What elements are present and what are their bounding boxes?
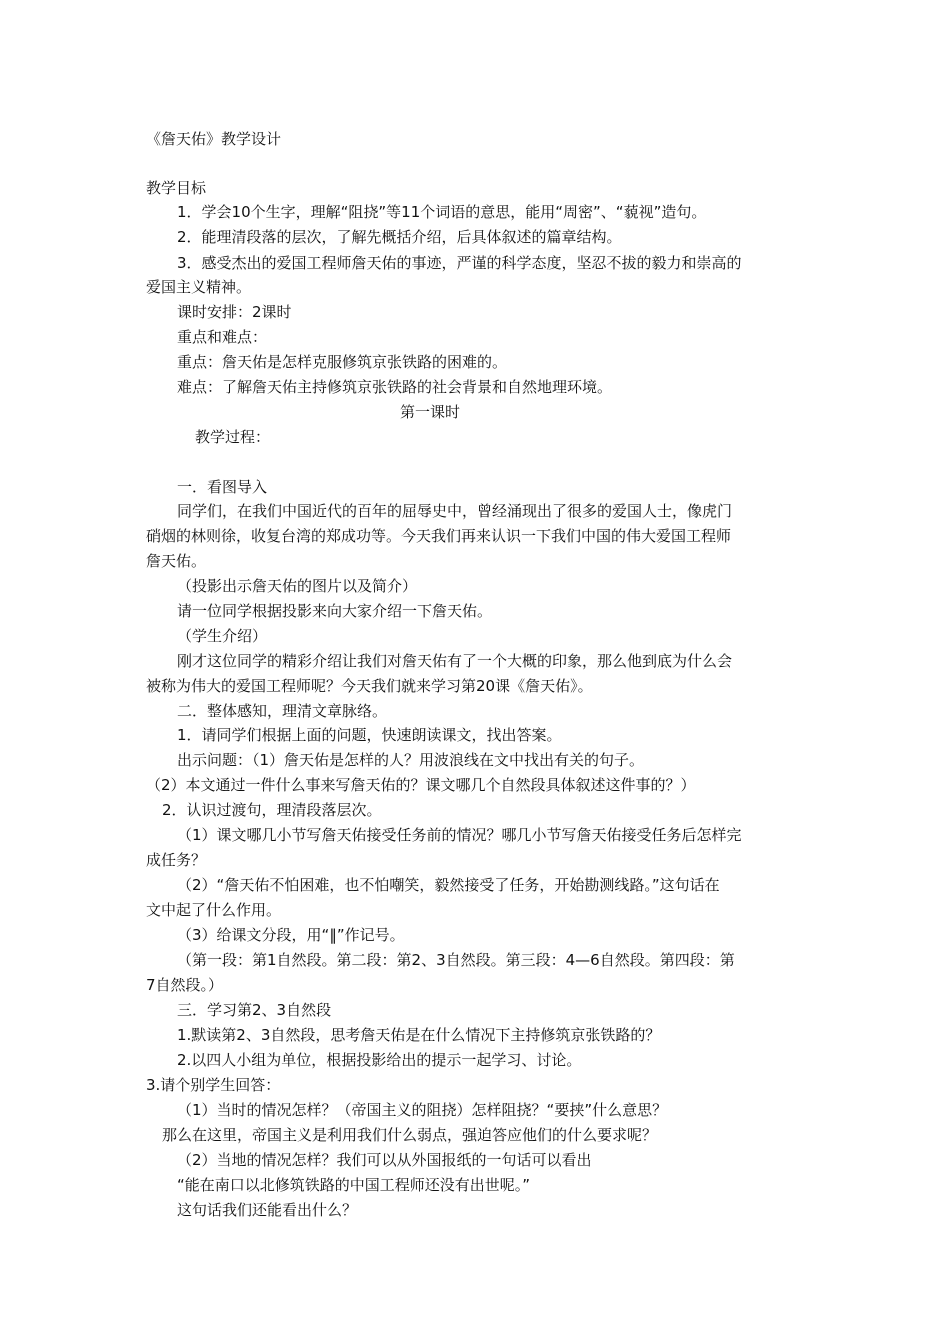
section1-line: 被称为伟大的爱国工程师呢？今天我们就来学习第20课《詹天佑》。 [146,677,593,695]
section2-line: 成任务？ [146,851,207,869]
section2-line: 7自然段。） [146,976,224,994]
section3-heading: 三．学习第2、3自然段 [177,1001,332,1019]
section2-line: （第一段：第1自然段。第二段：第2、3自然段。第三段：4—6自然段。第四段：第 [177,951,735,969]
section3-line: 那么在这里，帝国主义是利用我们什么弱点，强迫答应他们的什么要求呢？ [162,1126,658,1144]
section2-line: 文中起了什么作用。 [146,901,282,919]
key-point-text: 重点：詹天佑是怎样克服修筑京张铁路的困难的。 [177,353,508,371]
section1-line: 同学们，在我们中国近代的百年的屈辱史中，曾经涌现出了很多的爱国人士，像虎门 [177,502,733,520]
section1-heading: 一．看图导入 [177,478,268,496]
section1-line: 刚才这位同学的精彩介绍让我们对詹天佑有了一个大概的印象，那么他到底为什么会 [177,652,733,670]
section2-line: 1．请同学们根据上面的问题，快速朗读课文，找出答案。 [177,726,562,744]
section1-line: 詹天佑。 [146,552,207,570]
section1-line: （投影出示詹天佑的图片以及简介） [177,577,418,595]
objectives-heading: 教学目标 [146,179,207,197]
section2-line: （2）“詹天佑不怕困难，也不怕嘲笑，毅然接受了任务，开始勘测线路。”这句话在 [177,876,720,894]
section3-line: 1.默读第2、3自然段，思考詹天佑是在什么情况下主持修筑京张铁路的？ [177,1026,661,1044]
key-points-heading: 重点和难点： [177,328,268,346]
section2-line: 出示问题：（1）詹天佑是怎样的人？用波浪线在文中找出有关的句子。 [177,751,645,769]
difficult-point-text: 难点：了解詹天佑主持修筑京张铁路的社会背景和自然地理环境。 [177,378,613,396]
section2-line: 2．认识过渡句，理清段落层次。 [162,801,382,819]
section3-line: 2.以四人小组为单位，根据投影给出的提示一起学习、讨论。 [177,1051,582,1069]
section3-line: 3.请个别学生回答： [146,1076,281,1094]
section1-line: （学生介绍） [177,627,268,645]
section3-line: （1）当时的情况怎样？（帝国主义的阻挠）怎样阻挠？“要挟”什么意思？ [177,1101,668,1119]
section2-line: （1）课文哪几小节写詹天佑接受任务前的情况？哪几小节写詹天佑接受任务后怎样完 [177,826,742,844]
objective-line: 3．感受杰出的爱国工程师詹天佑的事迹，严谨的科学态度，坚忍不拔的毅力和崇高的 [177,254,742,272]
document-title: 《詹天佑》教学设计 [146,130,282,148]
objective-line: 爱国主义精神。 [146,278,252,296]
section2-line: （2）本文通过一件什么事来写詹天佑的？课文哪几个自然段具体叙述这件事的？） [146,776,696,794]
objective-line: 2．能理清段落的层次，了解先概括介绍，后具体叙述的篇章结构。 [177,228,622,246]
schedule-text: 课时安排：2课时 [177,303,292,321]
section2-line: （3）给课文分段，用“‖”作记号。 [177,926,405,944]
process-heading: 教学过程： [195,428,271,446]
lesson-title: 第一课时 [399,403,460,421]
objective-line: 1．学会10个生字，理解“阻挠”等11个词语的意思，能用“周密”、“藐视”造句。 [177,203,707,221]
section3-line: 这句话我们还能看出什么？ [177,1201,358,1219]
section3-line: “能在南口以北修筑铁路的中国工程师还没有出世呢。” [177,1176,531,1194]
section2-heading: 二．整体感知，理清文章脉络。 [177,702,388,720]
section1-line: 请一位同学根据投影来向大家介绍一下詹天佑。 [177,602,493,620]
section1-line: 硝烟的林则徐，收复台湾的郑成功等。今天我们再来认识一下我们中国的伟大爱国工程师 [146,527,732,545]
section3-line: （2）当地的情况怎样？我们可以从外国报纸的一句话可以看出 [177,1151,592,1169]
